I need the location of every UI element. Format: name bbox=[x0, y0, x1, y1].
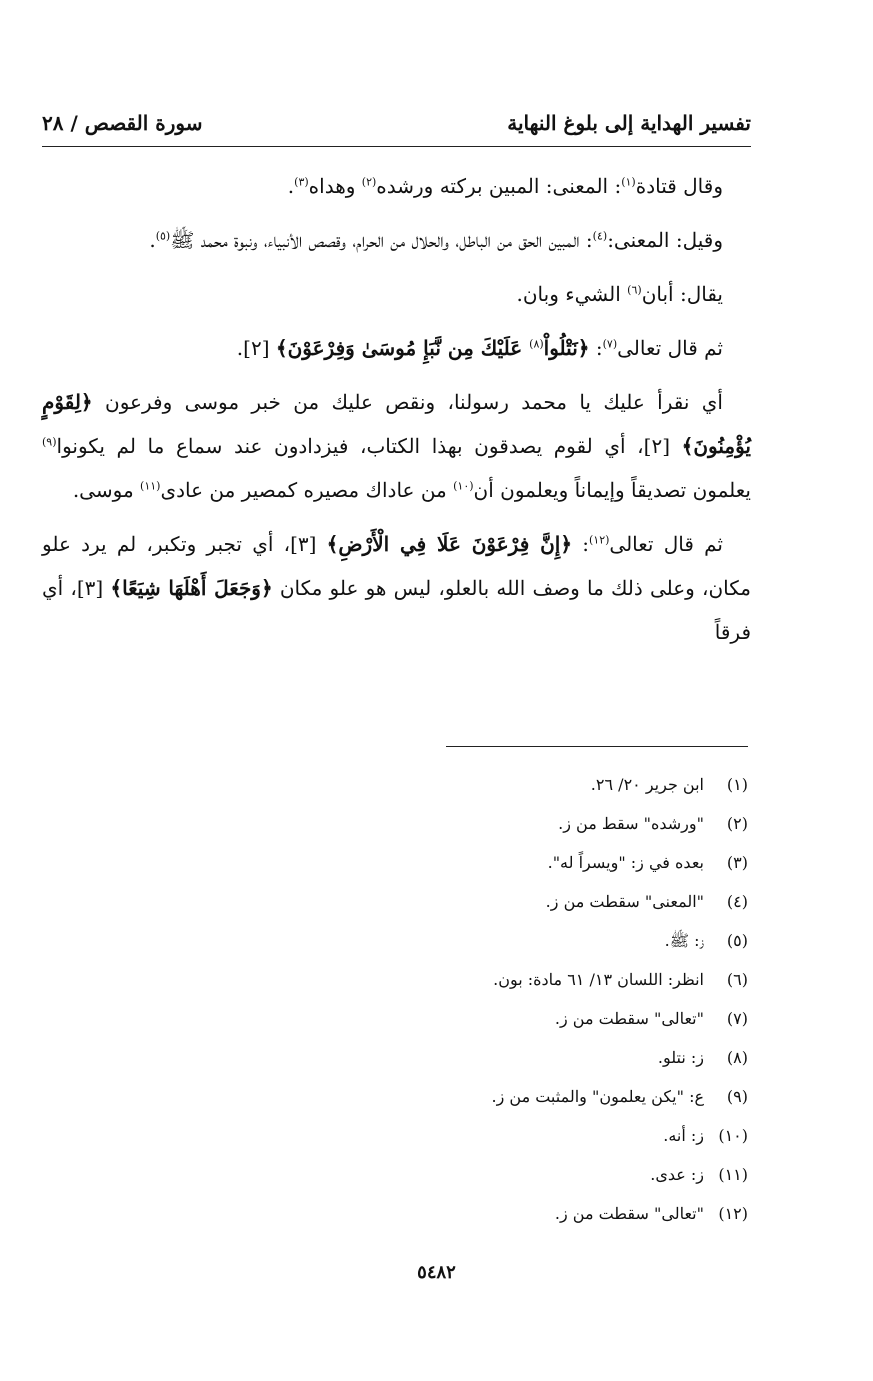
paragraph-text: : bbox=[589, 336, 603, 360]
footnote-item bbox=[42, 1199, 748, 1238]
main-text bbox=[42, 164, 751, 664]
footnote-number: (٦) bbox=[726, 970, 748, 989]
footnote-text: ز: أنه. bbox=[663, 1126, 704, 1145]
paragraph bbox=[42, 164, 751, 208]
footnote-text: ز: عدى. bbox=[650, 1165, 704, 1184]
footnote-number: (٧) bbox=[726, 1009, 748, 1028]
footnote-marker: (٨) bbox=[529, 337, 544, 351]
footnote-number: (١٠) bbox=[718, 1126, 748, 1145]
footnote-number: (٣) bbox=[726, 853, 748, 872]
footnote-number: (٩) bbox=[726, 1087, 748, 1106]
footnote-text: ع: "يكن يعلمون" والمثبت من ز. bbox=[491, 1087, 704, 1106]
paragraph-text: وقيل: المعنى: bbox=[607, 228, 723, 252]
paragraph-text: يعلمون تصديقاً وإيماناً ويعلمون أن bbox=[473, 478, 751, 502]
paragraph bbox=[42, 218, 751, 262]
footnote-item bbox=[42, 1043, 748, 1082]
footnote-text: ز: نتلو. bbox=[657, 1048, 704, 1067]
footnote-item bbox=[42, 1121, 748, 1160]
footnote-item bbox=[42, 809, 748, 848]
quran-verse: ﴿نَتْلُواْ bbox=[543, 336, 590, 360]
paragraph bbox=[42, 522, 751, 654]
footnote-marker: (١١) bbox=[140, 479, 161, 493]
paragraph-text: [٣]، أي فرقاً bbox=[42, 576, 751, 644]
footnote-number: (١٢) bbox=[718, 1204, 748, 1223]
footnote-separator bbox=[446, 746, 748, 747]
paragraph-text: يقال: أبان bbox=[641, 282, 723, 306]
footnote-text: بعده في ز: "ويسراً له". bbox=[547, 853, 704, 872]
footnote-marker: (٥) bbox=[155, 229, 171, 243]
page-number: ٥٤٨٢ bbox=[417, 1262, 456, 1283]
paragraph-text: وهداه bbox=[308, 174, 362, 198]
paragraph-text: من عاداك مصيره كمصير من عادى bbox=[160, 478, 454, 502]
footnote-text: "المعنى" سقطت من ز. bbox=[545, 892, 704, 911]
footnote-item bbox=[42, 1004, 748, 1043]
paragraph-text: الشيء وبان. bbox=[516, 282, 628, 306]
footnote-text: انظر: اللسان ١٣/ ٦١ مادة: بون. bbox=[493, 970, 704, 989]
footnote-marker: (١٢) bbox=[589, 533, 610, 547]
quran-verse: ﴿وَجَعَلَ أَهْلَهَا شِيَعًا﴾ bbox=[110, 576, 273, 600]
paragraph-text: . bbox=[149, 228, 156, 252]
footnote-item bbox=[42, 887, 748, 926]
paragraph-text: : المبين الحق من الباطل، والحلال من الحرام، وقصص الأنبياء، ونبوة محمد ﷺ bbox=[170, 228, 593, 252]
footnote-item bbox=[42, 1082, 748, 1121]
footnote-marker: (٦) bbox=[627, 283, 642, 297]
footnote-number: (٢) bbox=[726, 814, 748, 833]
footnote-marker: (٩) bbox=[42, 435, 57, 449]
footnote-item bbox=[42, 770, 748, 809]
footnote-text: ابن جرير ٢٠/ ٢٦. bbox=[590, 775, 704, 794]
book-title: تفسير الهداية إلى بلوغ النهاية bbox=[507, 111, 751, 135]
paragraph-text: [٣]، أي تجبر وتكبر، لم يرد علو مكان، وعلى ذلك ما وصف الله بالعلو، ليس هو علو مكان bbox=[42, 532, 751, 600]
paragraph bbox=[42, 380, 751, 512]
quran-verse: ﴿إِنَّ فِرْعَوْنَ عَلَا فِي الْأَرْضِ﴾ bbox=[326, 532, 573, 556]
footnote-number: (٤) bbox=[726, 892, 748, 911]
paragraph-text: [٢]، أي لقوم يصدقون بهذا الكتاب، فيزدادون عند سماع ما لم يكونوا bbox=[56, 434, 682, 458]
paragraph-text: : المعنى: المبين بركته ورشده bbox=[376, 174, 622, 198]
footnote-marker: (٤) bbox=[592, 229, 608, 243]
footnote-item bbox=[42, 1160, 748, 1199]
paragraph-text: ثم قال تعالى bbox=[609, 532, 723, 556]
footnote-text: "ورشده" سقط من ز. bbox=[558, 814, 704, 833]
footnotes-list bbox=[42, 770, 748, 1238]
footnote-item bbox=[42, 848, 748, 887]
footnote-number: (٨) bbox=[726, 1048, 748, 1067]
quran-verse: عَلَيْكَ مِن نَّبَإِ مُوسَىٰ وَفِرْعَوْنَ﴾ bbox=[275, 336, 530, 360]
paragraph-text: وقال قتادة bbox=[635, 174, 723, 198]
footnote-number: (١١) bbox=[718, 1165, 748, 1184]
footnote-item bbox=[42, 926, 748, 965]
paragraph-text: موسى. bbox=[72, 478, 141, 502]
footnote-text: "تعالى" سقطت من ز. bbox=[554, 1204, 704, 1223]
paragraph bbox=[42, 272, 751, 316]
paragraph-text: : bbox=[572, 532, 589, 556]
footnote-marker: (٣) bbox=[294, 175, 309, 189]
footnote-marker: (١٠) bbox=[453, 479, 474, 493]
paragraph-text: . bbox=[287, 174, 295, 198]
footnote-number: (٥) bbox=[726, 931, 748, 950]
footnote-marker: (٧) bbox=[602, 337, 618, 351]
paragraph-text: [٢]. bbox=[236, 336, 276, 360]
footnote-number: (١) bbox=[726, 775, 748, 794]
footnote-item bbox=[42, 965, 748, 1004]
paragraph bbox=[42, 326, 751, 370]
footnote-marker: (١) bbox=[621, 175, 636, 189]
paragraph-text: ثم قال تعالى bbox=[617, 336, 723, 360]
footnote-text: ز: ﷺ. bbox=[664, 931, 704, 950]
quran-verse: ﴿لِقَوْمٍ يُؤْمِنُونَ﴾ bbox=[42, 390, 751, 458]
surah-title: سورة القصص / ٢٨ bbox=[42, 111, 203, 135]
running-header bbox=[42, 100, 751, 147]
footnote-text: "تعالى" سقطت من ز. bbox=[554, 1009, 704, 1028]
footnote-marker: (٢) bbox=[361, 175, 377, 189]
paragraph-text: أي نقرأ عليك يا محمد رسولنا، ونقص عليك من خبر موسى وفرعون bbox=[92, 390, 723, 414]
